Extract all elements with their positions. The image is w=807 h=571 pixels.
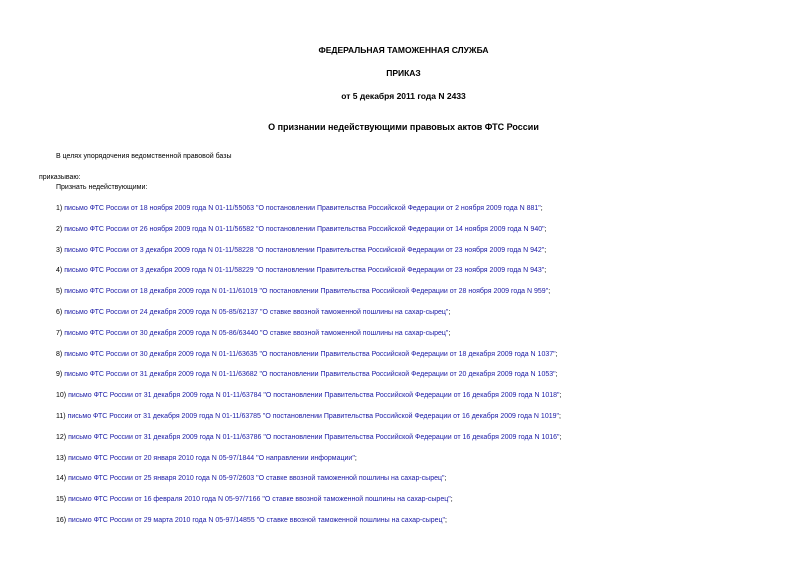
list-item <box>56 412 561 433</box>
item-terminator: ; <box>354 454 357 462</box>
document-link[interactable]: письмо ФТС России от 25 января 2010 года N 05-97/2603 "О ставке ввозной таможенной пошлины на сахар-сырец" <box>68 475 445 483</box>
recognize-paragraph: Признать недействующими: <box>56 184 148 191</box>
revoked-acts-list <box>56 204 561 537</box>
item-number: 5) <box>56 288 63 296</box>
document-link[interactable]: письмо ФТС России от 16 февраля 2010 года N 05-97/7166 "О ставке ввозной таможенной пошлины на сахар-сырец" <box>68 496 451 504</box>
item-terminator: ; <box>559 392 562 400</box>
list-item <box>56 266 561 287</box>
list-item <box>56 308 561 329</box>
item-number: 8) <box>56 350 63 358</box>
item-number: 3) <box>56 246 63 254</box>
item-terminator: ; <box>548 288 551 296</box>
item-number: 1) <box>56 205 63 212</box>
document-link[interactable]: письмо ФТС России от 26 ноября 2009 года N 01-11/56582 "О постановлении Правительства Российской Федерации от 14 ноября 2009 года N 940" <box>64 225 545 233</box>
item-number: 13) <box>56 454 67 462</box>
document-link[interactable]: письмо ФТС России от 30 декабря 2009 года N 01-11/63635 "О постановлении Правительства Российской Федерации от 18 декабря 2009 года N 1037" <box>64 350 556 358</box>
list-item <box>56 391 561 412</box>
item-terminator: ; <box>544 267 547 275</box>
item-number: 14) <box>56 475 67 483</box>
document-link[interactable]: письмо ФТС России от 20 января 2010 года N 05-97/1844 "О направлении информации" <box>68 454 355 462</box>
document-link[interactable]: письмо ФТС России от 18 ноября 2009 года N 01-11/55063 "О постановлении Правительства Российской Федерации от 2 ноября 2009 года N 881" <box>64 205 541 212</box>
date-number-heading: от 5 декабря 2011 года N 2433 <box>341 91 466 101</box>
document-link[interactable]: письмо ФТС России от 31 декабря 2009 года N 01-11/63785 "О постановлении Правительства Российской Федерации от 16 декабря 2009 года N 1019" <box>67 412 559 420</box>
list-item <box>56 246 561 267</box>
item-terminator: ; <box>555 371 558 379</box>
document-link[interactable]: письмо ФТС России от 31 декабря 2009 года N 01-11/63682 "О постановлении Правительства Российской Федерации от 20 декабря 2009 года N 1053" <box>64 371 556 379</box>
list-item <box>56 516 561 537</box>
item-terminator: ; <box>544 225 547 233</box>
item-terminator: ; <box>555 350 558 358</box>
item-number: 11) <box>56 412 66 420</box>
intro-paragraph: В целях упорядочения ведомственной правовой базы <box>56 153 232 160</box>
item-number: 12) <box>56 433 67 441</box>
list-item <box>56 350 561 371</box>
item-terminator: ; <box>444 475 447 483</box>
list-item <box>56 433 561 454</box>
item-terminator: ; <box>445 516 447 524</box>
item-terminator: ; <box>540 205 543 212</box>
list-item <box>56 474 561 495</box>
document-link[interactable]: письмо ФТС России от 30 декабря 2009 года N 05-86/63440 "О ставке ввозной таможенной пошлины на сахар-сырец" <box>64 329 449 337</box>
item-terminator: ; <box>448 329 451 337</box>
item-number: 2) <box>56 225 63 233</box>
document-link[interactable]: письмо ФТС России от 31 декабря 2009 года N 01-11/63784 "О постановлении Правительства Российской Федерации от 16 декабря 2009 года N 1018" <box>68 392 560 400</box>
list-item <box>56 370 561 391</box>
order-paragraph: приказываю: <box>39 174 81 181</box>
item-number: 4) <box>56 267 63 275</box>
item-terminator: ; <box>450 496 453 504</box>
item-terminator: ; <box>559 433 562 441</box>
item-terminator: ; <box>448 308 451 316</box>
item-terminator: ; <box>559 412 561 420</box>
agency-heading: ФЕДЕРАЛЬНАЯ ТАМОЖЕННАЯ СЛУЖБА <box>318 45 489 55</box>
document-title: О признании недействующими правовых актов ФТС России <box>268 122 539 132</box>
item-terminator: ; <box>544 246 547 254</box>
list-item <box>56 287 561 308</box>
document-link[interactable]: письмо ФТС России от 3 декабря 2009 года N 01-11/58228 "О постановлении Правительства Российской Федерации от 23 ноября 2009 года N 942" <box>64 246 545 254</box>
item-number: 16) <box>56 516 67 524</box>
item-number: 7) <box>56 329 63 337</box>
item-number: 15) <box>56 496 67 504</box>
document-link[interactable]: письмо ФТС России от 18 декабря 2009 года N 01-11/61019 "О постановлении Правительства Российской Федерации от 28 ноября 2009 года N 959" <box>64 288 549 296</box>
item-number: 6) <box>56 308 63 316</box>
list-item <box>56 454 561 475</box>
document-link[interactable]: письмо ФТС России от 29 марта 2010 года N 05-97/14855 "О ставке ввозной таможенной пошлины на сахар-сырец" <box>68 516 446 524</box>
list-item <box>56 225 561 246</box>
list-item <box>56 204 561 225</box>
item-number: 9) <box>56 371 63 379</box>
list-item <box>56 329 561 350</box>
document-link[interactable]: письмо ФТС России от 3 декабря 2009 года N 01-11/58229 "О постановлении Правительства Российской Федерации от 23 ноября 2009 года N 943" <box>64 267 545 275</box>
doc-type-heading: ПРИКАЗ <box>386 68 421 78</box>
document-link[interactable]: письмо ФТС России от 31 декабря 2009 года N 01-11/63786 "О постановлении Правительства Российской Федерации от 16 декабря 2009 года N 1016" <box>68 433 560 441</box>
list-item <box>56 495 561 516</box>
document-link[interactable]: письмо ФТС России от 24 декабря 2009 года N 05-85/62137 "О ставке ввозной таможенной пошлины на сахар-сырец" <box>64 308 449 316</box>
item-number: 10) <box>56 392 67 400</box>
